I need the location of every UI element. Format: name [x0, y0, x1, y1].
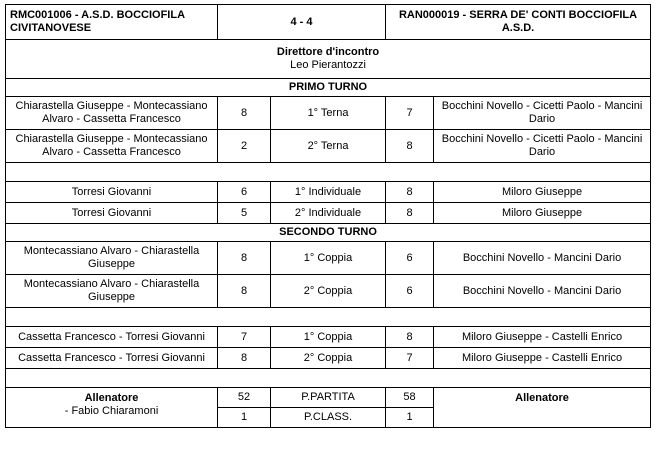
round-title: SECONDO TURNO: [6, 224, 651, 242]
away-score: 7: [386, 348, 434, 369]
away-score: 8: [386, 182, 434, 203]
header-row: [6, 5, 651, 40]
home-coach-name: - Fabio Chiaramoni: [64, 405, 159, 417]
home-players: Montecassiano Alvaro - Chiarastella Giuseppe: [6, 242, 218, 275]
match-row: [6, 327, 651, 348]
away-score: 6: [386, 242, 434, 275]
round-title-row: [6, 224, 651, 242]
match-type: 2° Individuale: [271, 203, 386, 224]
director-row: [6, 40, 651, 79]
match-row: [6, 97, 651, 130]
home-players: Torresi Giovanni: [6, 182, 218, 203]
away-partita-points: 58: [386, 388, 434, 408]
spacer-row: [6, 308, 651, 327]
home-score: 8: [218, 242, 271, 275]
home-score: 8: [218, 97, 271, 130]
home-coach-label: Allenatore: [84, 392, 139, 404]
away-players: Miloro Giuseppe: [434, 182, 651, 203]
home-class-points: 1: [218, 408, 271, 428]
partita-label: P.PARTITA: [271, 388, 386, 408]
away-players: Bocchini Novello - Mancini Dario: [434, 275, 651, 308]
away-coach-label: Allenatore: [434, 388, 651, 428]
away-team: RAN000019 - SERRA DE' CONTI BOCCIOFILA A.S.D.: [386, 5, 651, 40]
director-cell: [6, 40, 651, 79]
round-title-row: [6, 79, 651, 97]
away-players: Bocchini Novello - Cicetti Paolo - Mancini Dario: [434, 130, 651, 163]
home-players: Torresi Giovanni: [6, 203, 218, 224]
home-score: 2: [218, 130, 271, 163]
match-type: 1° Terna: [271, 97, 386, 130]
match-type: 2° Coppia: [271, 275, 386, 308]
away-players: Bocchini Novello - Mancini Dario: [434, 242, 651, 275]
match-row: [6, 242, 651, 275]
away-players: Miloro Giuseppe - Castelli Enrico: [434, 327, 651, 348]
home-score: 5: [218, 203, 271, 224]
home-coach-cell: [6, 388, 218, 428]
spacer-row: [6, 163, 651, 182]
match-row: [6, 203, 651, 224]
match-type: 1° Individuale: [271, 182, 386, 203]
home-team: RMC001006 - A.S.D. BOCCIOFILA CIVITANOVESE: [6, 5, 218, 40]
footer-row-partita: [6, 388, 651, 408]
director-name: Leo Pierantozzi: [290, 59, 366, 71]
class-label: P.CLASS.: [271, 408, 386, 428]
match-row: [6, 275, 651, 308]
away-players: Miloro Giuseppe: [434, 203, 651, 224]
home-score: 8: [218, 275, 271, 308]
home-score: 7: [218, 327, 271, 348]
home-score: 8: [218, 348, 271, 369]
home-players: Montecassiano Alvaro - Chiarastella Giuseppe: [6, 275, 218, 308]
match-score: 4 - 4: [218, 5, 386, 40]
away-score: 8: [386, 130, 434, 163]
spacer-row: [6, 369, 651, 388]
home-players: Chiarastella Giuseppe - Montecassiano Alvaro - Cassetta Francesco: [6, 130, 218, 163]
away-players: Bocchini Novello - Cicetti Paolo - Mancini Dario: [434, 97, 651, 130]
match-row: [6, 348, 651, 369]
match-type: 1° Coppia: [271, 242, 386, 275]
match-type: 2° Terna: [271, 130, 386, 163]
away-class-points: 1: [386, 408, 434, 428]
match-report-table: [5, 4, 651, 428]
home-partita-points: 52: [218, 388, 271, 408]
match-row: [6, 130, 651, 163]
round-title: PRIMO TURNO: [6, 79, 651, 97]
home-players: Chiarastella Giuseppe - Montecassiano Alvaro - Cassetta Francesco: [6, 97, 218, 130]
away-score: 6: [386, 275, 434, 308]
director-label: Direttore d'incontro: [276, 46, 380, 58]
match-row: [6, 182, 651, 203]
away-score: 8: [386, 327, 434, 348]
home-score: 6: [218, 182, 271, 203]
away-score: 7: [386, 97, 434, 130]
match-type: 2° Coppia: [271, 348, 386, 369]
away-players: Miloro Giuseppe - Castelli Enrico: [434, 348, 651, 369]
match-type: 1° Coppia: [271, 327, 386, 348]
away-score: 8: [386, 203, 434, 224]
home-players: Cassetta Francesco - Torresi Giovanni: [6, 348, 218, 369]
home-players: Cassetta Francesco - Torresi Giovanni: [6, 327, 218, 348]
